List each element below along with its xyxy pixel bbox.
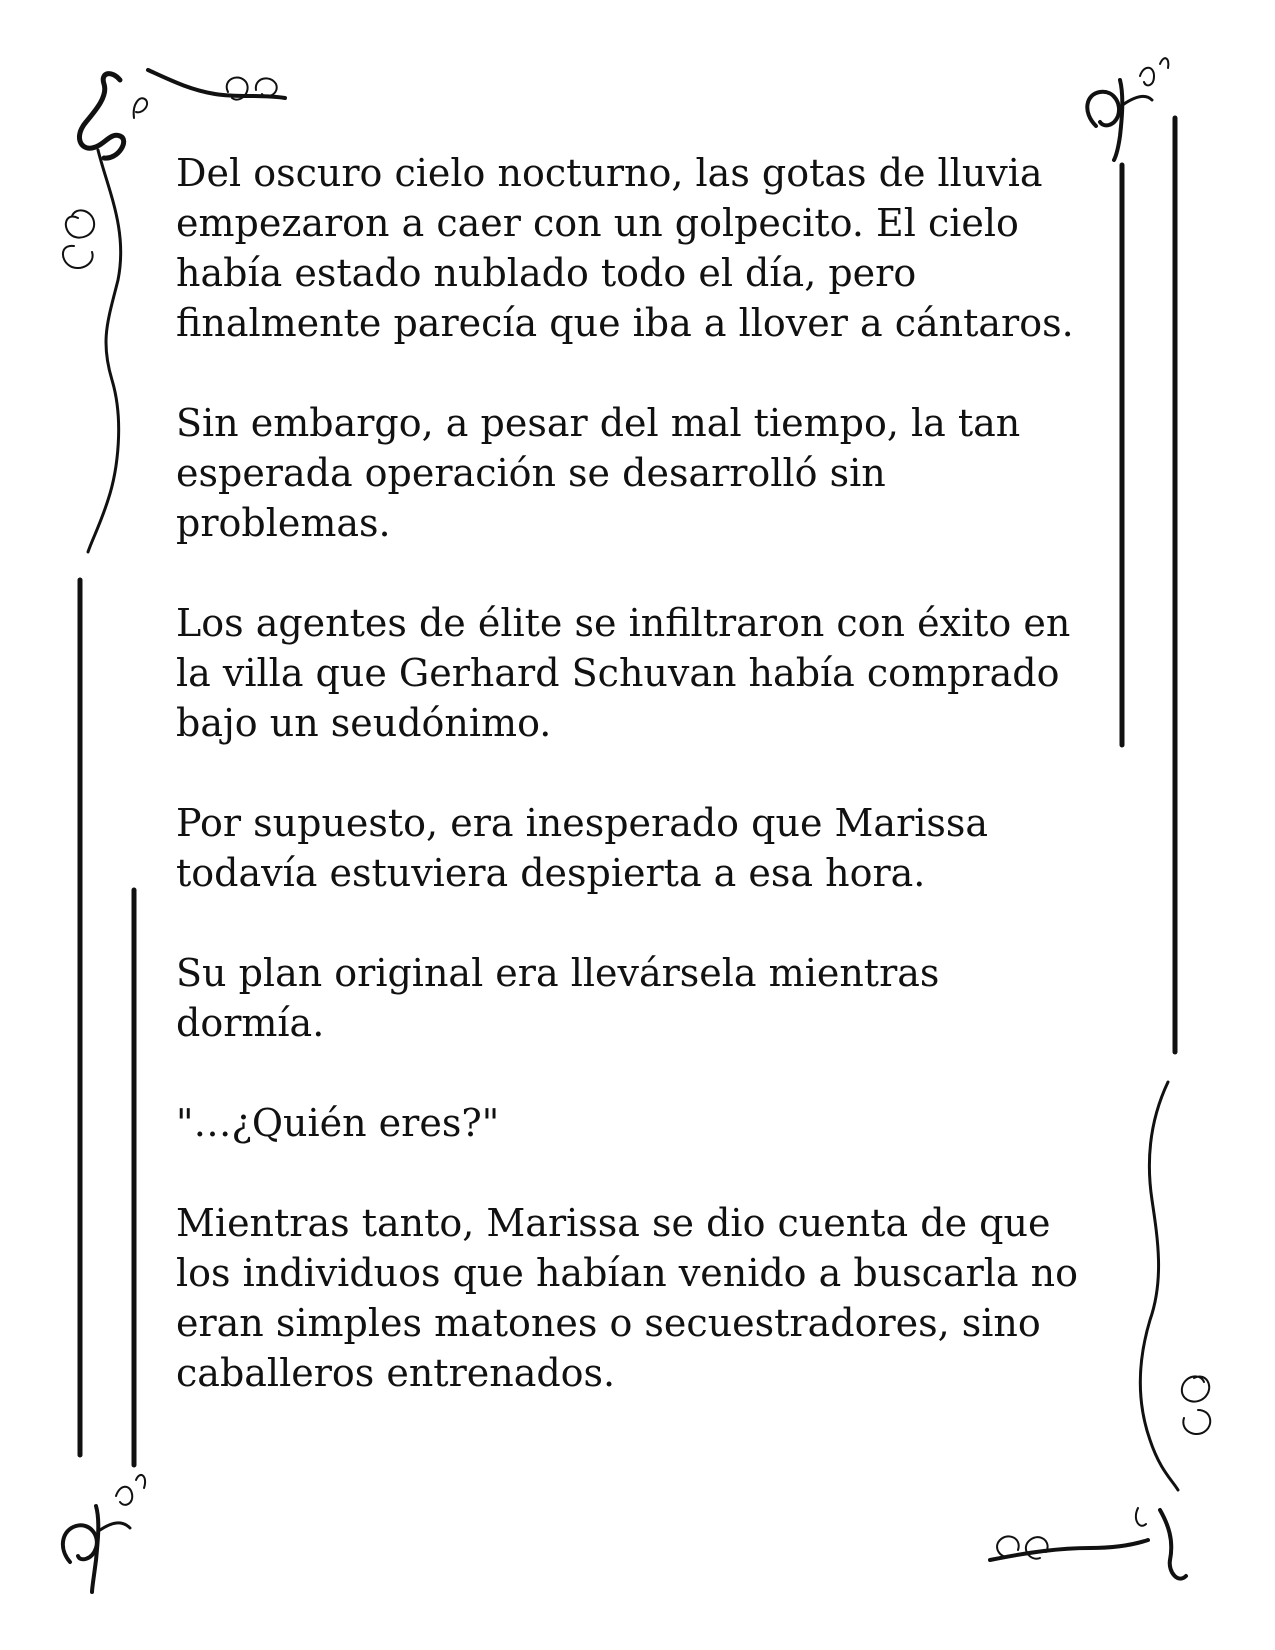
- paragraph-5: Su plan original era llevársela mientras dormía.: [176, 951, 940, 1045]
- paragraph-4: Por supuesto, era inesperado que Marissa todavía estuviera despierta a esa hora.: [176, 801, 989, 895]
- paragraph-1: Del oscuro cielo nocturno, las gotas de lluvia empezaron a caer con un golpecito. El cielo había estado nublado todo el día, pero finalmente parecía que iba a llover a cántaros.: [176, 151, 1074, 345]
- story-text: [176, 148, 1106, 1448]
- paragraph-3: Los agentes de élite se infiltraron con éxito en la villa que Gerhard Schuvan había comprado bajo un seudónimo.: [176, 601, 1071, 745]
- bottom-left-flourish: [63, 1475, 145, 1592]
- paragraph-6-dialogue: "…¿Quién eres?": [176, 1101, 500, 1145]
- paragraph-2: Sin embargo, a pesar del mal tiempo, la tan esperada operación se desarrolló sin problemas.: [176, 401, 1021, 545]
- top-right-flourish: [1087, 58, 1168, 160]
- paragraph-7: Mientras tanto, Marissa se dio cuenta de que los individuos que habían venido a buscarla no eran simples matones o secuestradores, sino caballeros entrenados.: [176, 1201, 1079, 1395]
